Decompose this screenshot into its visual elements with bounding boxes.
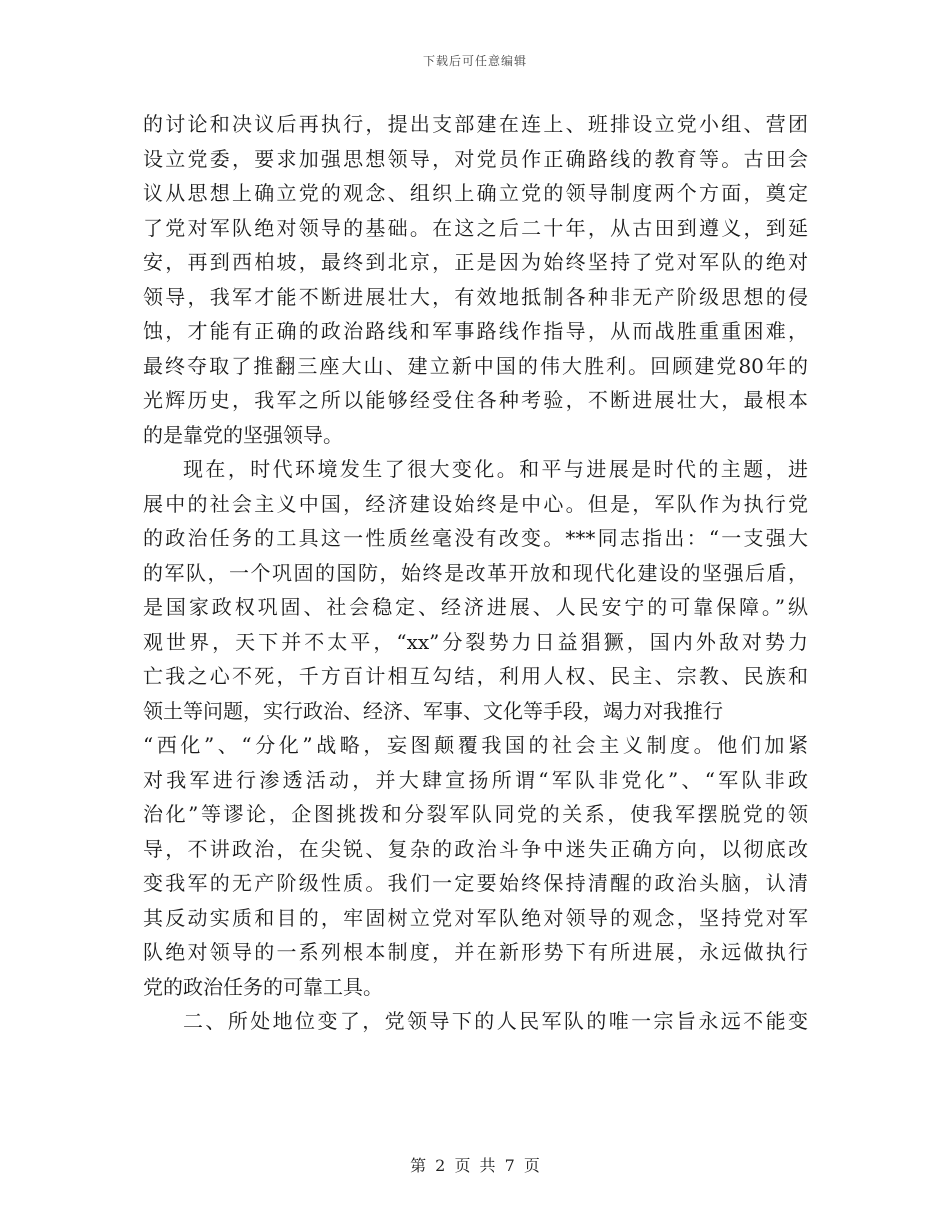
text-line: “西化”、“分化”战略，妄图颠覆我国的社会主义制度。他们加紧: [143, 733, 808, 757]
text-line: 亡我之心不死，千方百计相互勾结，利用人权、民主、宗教、民族和: [143, 664, 808, 688]
text-line: 领土等问题，实行政治、经济、军事、文化等手段，竭力对我推行: [143, 698, 723, 723]
document-body: [143, 108, 808, 1040]
text-line: 领导，我军才能不断进展壮大，有效地抵制各种非无产阶级思想的侵: [143, 284, 808, 309]
text-line: 队绝对领导的一系列根本制度，并在新形势下有所进展，永远做执行: [143, 940, 808, 964]
page-header: 下载后可任意编辑: [422, 54, 527, 68]
paragraph-end-line: 党的政治任务的可靠工具。: [143, 974, 383, 999]
text-line: 的军队，一个巩固的国防，始终是改革开放和现代化建设的坚强后盾，: [143, 560, 808, 585]
paragraph-start-line: 现在，时代环境发生了很大变化。和平与进展是时代的主题，进: [183, 457, 808, 481]
page-number: 第 2 页 共 7 页: [410, 1156, 540, 1175]
section-heading-line: 二、所处地位变了，党领导下的人民军队的唯一宗旨永远不能变: [183, 1009, 808, 1033]
text-line: 蚀，才能有正确的政治路线和军事路线作指导，从而战胜重重困难，: [143, 319, 808, 343]
text-line: 变我军的无产阶级性质。我们一定要始终保持清醒的政治头脑，认清: [143, 871, 808, 895]
text-line: 设立党委，要求加强思想领导，对党员作正确路线的教育等。古田会: [143, 146, 808, 171]
text-line: 观世界，天下并不太平，“xx”分裂势力日益猖獗，国内外敌对势力: [143, 629, 808, 654]
text-line: 展中的社会主义中国，经济建设始终是中心。但是，军队作为执行党: [143, 491, 808, 516]
text-line: 的讨论和决议后再执行，提出支部建在连上、班排设立党小组、营团: [143, 112, 808, 136]
text-line: 了党对军队绝对领导的基础。在这之后二十年，从古田到遵义，到延: [143, 215, 808, 240]
text-line: 导，不讲政治，在尖锐、复杂的政治斗争中迷失正确方向，以彻底改: [143, 836, 808, 861]
text-line: 安，再到西柏坡，最终到北京，正是因为始终坚持了党对军队的绝对: [143, 250, 808, 274]
text-line: 对我军进行渗透活动，并大肆宣扬所谓“军队非党化”、“军队非政: [143, 767, 808, 792]
text-line: 的政治任务的工具这一性质丝毫没有改变。***同志指出：“一支强大: [143, 526, 808, 550]
text-line: 光辉历史，我军之所以能够经受住各种考验，不断进展壮大，最根本: [143, 388, 808, 412]
text-line: 最终夺取了推翻三座大山、建立新中国的伟大胜利。回顾建党80年的: [143, 353, 808, 378]
paragraph-end-line: 的是靠党的坚强领导。: [143, 422, 343, 447]
text-line: 议从思想上确立党的观念、组织上确立党的领导制度两个方面，奠定: [143, 181, 808, 205]
text-line: 其反动实质和目的，牢固树立党对军队绝对领导的观念，坚持党对军: [143, 905, 808, 930]
text-line: 是国家政权巩固、社会稳定、经济进展、人民安宁的可靠保障。”纵: [143, 595, 808, 619]
text-line: 治化”等谬论，企图挑拨和分裂军队同党的关系，使我军摆脱党的领: [143, 802, 808, 826]
